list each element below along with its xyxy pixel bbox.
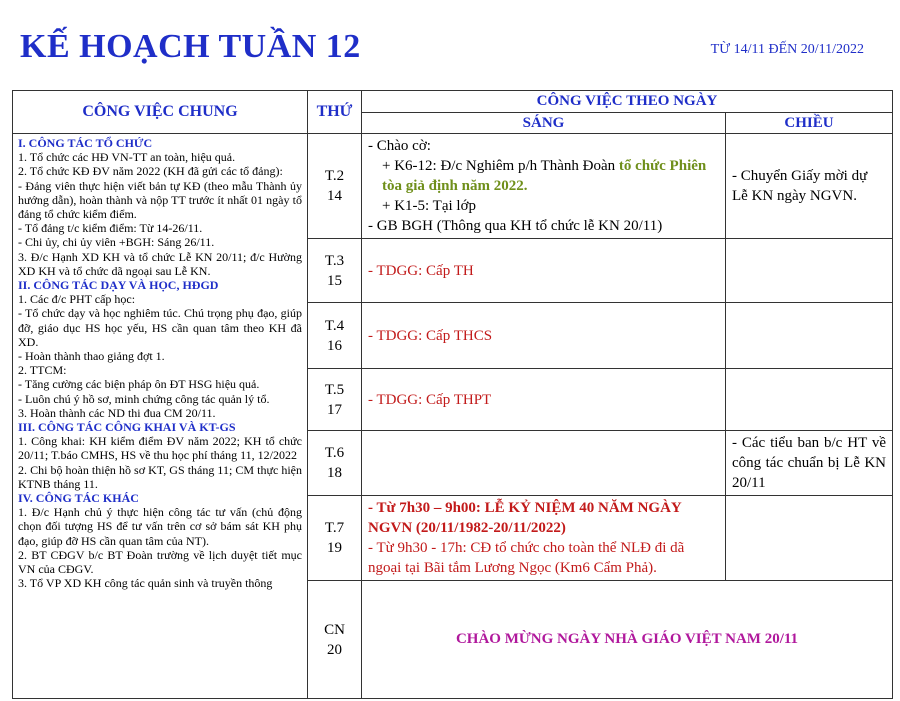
header-sang: SÁNG <box>362 113 726 134</box>
section-heading: I. CÔNG TÁC TỔ CHỨC <box>18 136 153 150</box>
day-label: T.7 <box>324 520 345 536</box>
t7-outing: - Từ 9h30 - 17h: CĐ tổ chức cho toàn thể NLĐ đi dã ngoại tại Bãi tắm Lương Ngọc (Km6 Cẩm Phả). <box>368 540 685 576</box>
task-line: 1. Đ/c Hạnh chủ ý thực hiện công tác tư vấn (chủ động chọn đối tượng HS để tư vấn trên cơ sở bám sát KH phụ đạo, giúp đỡ HS cần quan tâm của NT). <box>18 505 302 548</box>
task-line: 3. Đ/c Hạnh XD KH và tổ chức Lễ KN 20/11; đ/c Hường XD KH và tổ chức dã ngoại sau Lễ KN. <box>18 249 302 278</box>
weekly-plan-table <box>12 90 893 699</box>
day-date: 16 <box>327 337 342 354</box>
t2-afternoon: - Chuyển Giấy mời dự Lễ KN ngày NGVN. <box>726 134 893 239</box>
t2-morning <box>362 134 726 239</box>
day-cn <box>308 581 362 699</box>
task-line: 1. Công khai: KH kiểm điểm ĐV năm 2022; KH tổ chức 20/11; T.báo CMHS, HS về thu học phí tháng 11, 12/2022 <box>18 434 302 463</box>
task-line: - Chi ủy, chi ủy viên +BGH: Sáng 26/11. <box>18 235 215 250</box>
day-date: 18 <box>327 465 342 481</box>
task-line: - Tổ chức dạy và học nghiêm túc. Chú trọng phụ đạo, giúp đỡ, giáo dục HS học yếu, HS cần quan tâm theo KH đã XD. <box>18 306 302 349</box>
day-label: T.4 <box>324 317 345 334</box>
day-label: T.5 <box>324 381 345 398</box>
t2-highlight: tổ chức Phiên tòa giả định năm 2022. <box>382 158 707 194</box>
day-label: T.6 <box>324 445 345 461</box>
day-t4 <box>308 303 362 369</box>
t7-ceremony: - Từ 7h30 – 9h00: LỄ KỶ NIỆM 40 NĂM NGÀY NGVN (20/11/1982-20/11/2022) <box>368 500 682 536</box>
task-line: - Đảng viên thực hiện viết bản tự KĐ (theo mẫu Thành ủy hướng dẫn), hoàn thành và nộp TT trước ít nhất 01 ngày tổ đảng tổ chức kiểm điểm. <box>18 178 302 222</box>
day-date: 20 <box>327 641 342 658</box>
header-thu: THỨ <box>308 91 362 134</box>
task-line: - Tổ đảng t/c kiểm điểm: Từ 14-26/11. <box>18 221 203 236</box>
day-date: 15 <box>327 272 342 289</box>
day-t3 <box>308 239 362 303</box>
task-line: 3. Tổ VP XD KH công tác quản sinh và truyền thông <box>18 576 273 591</box>
day-label: CN <box>324 621 345 638</box>
t2-line: + K1-5: Tại lớp <box>382 198 477 214</box>
general-tasks <box>13 134 308 699</box>
t7-morning <box>362 496 726 581</box>
section-heading: IV. CÔNG TÁC KHÁC <box>18 491 139 506</box>
task-line: 2. Chi bộ hoàn thiện hồ sơ KT, GS tháng 11; CM thực hiện KTNB tháng 11. <box>18 462 302 491</box>
task-line: - Tăng cường các biện pháp ôn ĐT HSG hiệu quả. <box>18 377 260 392</box>
general-task-list <box>18 136 302 591</box>
t6-afternoon: - Các tiểu ban b/c HT về công tác chuẩn bị Lễ KN 20/11 <box>726 431 893 496</box>
task-line: - Hoàn thành thao giảng đợt 1. <box>18 349 165 364</box>
day-date: 14 <box>327 188 342 204</box>
t3-afternoon <box>726 239 893 303</box>
header-chung: CÔNG VIỆC CHUNG <box>13 91 308 134</box>
day-label: T.2 <box>324 168 345 184</box>
day-t7 <box>308 496 362 581</box>
day-label: T.3 <box>324 252 345 269</box>
t2-line: - Chào cờ: <box>368 138 431 154</box>
day-date: 17 <box>327 401 342 418</box>
task-line: 2. BT CĐGV b/c BT Đoàn trường về lịch duyệt tiết mục VN của CĐGV. <box>18 547 302 577</box>
t5-afternoon <box>726 369 893 431</box>
t5-morning: - TDGG: Cấp THPT <box>362 369 726 431</box>
task-line: - Luôn chú ý hồ sơ, minh chứng công tác quản lý tổ. <box>18 391 270 406</box>
task-line: 3. Hoàn thành các ND thi đua CM 20/11. <box>18 405 216 420</box>
t3-morning: - TDGG: Cấp TH <box>362 239 726 303</box>
task-line: 1. Tổ chức các HĐ VN-TT an toàn, hiệu quả. <box>18 150 236 165</box>
t4-afternoon <box>726 303 893 369</box>
day-t6 <box>308 431 362 496</box>
task-line: 1. Các đ/c PHT cấp học: <box>18 292 136 307</box>
cn-celebration: CHÀO MỪNG NGÀY NHÀ GIÁO VIỆT NAM 20/11 <box>362 581 893 699</box>
page-title: KẾ HOẠCH TUẦN 12 <box>20 28 361 65</box>
task-line: 2. Tổ chức KĐ ĐV năm 2022 (KH đã gửi các tổ đảng): <box>18 164 283 179</box>
day-t5 <box>308 369 362 431</box>
t2-line: + K6-12: Đ/c Nghiêm p/h Thành Đoàn <box>382 158 619 174</box>
task-line: 2. TTCM: <box>18 363 67 378</box>
t7-afternoon <box>726 496 893 581</box>
header-theo-ngay: CÔNG VIỆC THEO NGÀY <box>362 91 893 113</box>
day-t2 <box>308 134 362 239</box>
section-heading: II. CÔNG TÁC DẠY VÀ HỌC, HĐGD <box>18 278 219 293</box>
t2-line: - GB BGH (Thông qua KH tổ chức lễ KN 20/11) <box>368 218 663 234</box>
t6-morning <box>362 431 726 496</box>
t4-morning: - TDGG: Cấp THCS <box>362 303 726 369</box>
header-chieu: CHIỀU <box>726 113 893 134</box>
section-heading: III. CÔNG TÁC CÔNG KHAI VÀ KT-GS <box>18 420 236 435</box>
day-date: 19 <box>327 540 342 556</box>
date-range: TỪ 14/11 ĐẾN 20/11/2022 <box>710 42 864 57</box>
